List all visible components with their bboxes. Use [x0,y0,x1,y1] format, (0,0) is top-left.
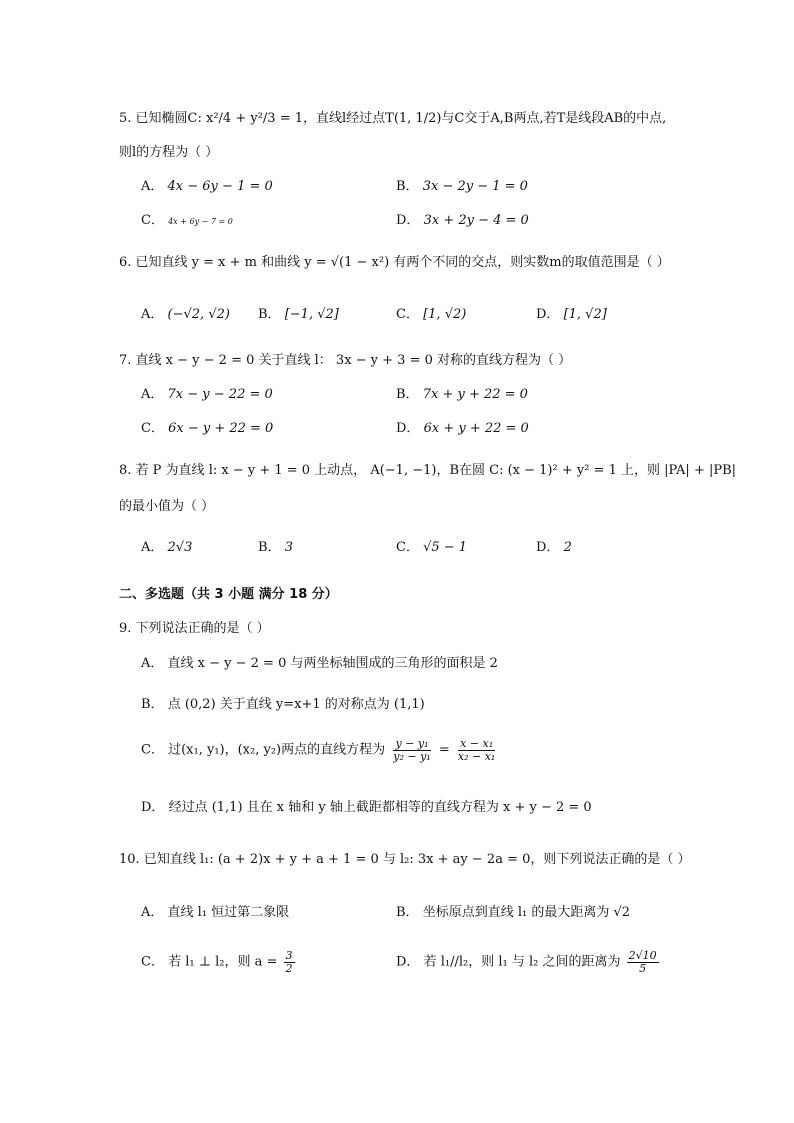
q6-stem [119,256,670,269]
q9-option-b [141,698,425,711]
fraction-denominator: 5 [639,961,647,975]
option-text: 过(x₁, y₁)，(x₂, y₂)两点的直线方程为 [168,742,386,758]
q6-number: 6. [119,255,132,270]
q5-stem-text: 已知椭圆C: x²/4 + y²/3 = 1，直线l经过点T(1, 1/2)与C交于A,B两点,若T是线段AB的中点, [135,111,667,126]
option-text: [−1, √2] [284,307,339,322]
option-text: 4x + 6y − 7 = 0 [168,217,233,226]
option-label: D． [396,954,420,970]
q7-option-a [141,388,273,401]
q10-stem-text: 已知直线 l₁: (a + 2)x + y + a + 1 = 0 与 l₂: 3x + ay − 2a = 0，则下列说法正确的是（ ） [143,852,691,867]
option-text: 6x + y + 22 = 0 [423,421,529,436]
q7-stem [119,354,571,367]
section-title: 二、多选题（共 3 小题 满分 18 分） [119,587,338,602]
option-label: B． [141,697,164,712]
q9-option-d [141,801,592,814]
option-text: 7x + y + 22 = 0 [422,387,528,402]
q10-option-d [396,950,661,974]
q7-option-c [141,422,273,435]
q7-option-d [396,422,529,435]
fraction-denominator: x₂ − x₁ [457,749,496,763]
q8-option-c [396,541,467,554]
q10-option-b [396,906,630,919]
q5-stem-line2: 则l的方程为（ ） [119,145,219,160]
fraction-left [391,738,432,762]
option-text: 3 [284,540,293,555]
option-text: 7x − y − 22 = 0 [167,387,273,402]
q8-stem-text: 若 P 为直线 l: x − y + 1 = 0 上动点， A(−1, −1)，B在圆 C: (x − 1)² + y² = 1 上，则 |PA| + |PB| [135,463,737,478]
q5-option-b [396,180,528,193]
option-label: C． [141,213,164,228]
option-text: 2√3 [167,540,193,555]
q9-option-c [141,738,499,762]
q5-option-c [141,214,233,227]
q5-option-d [396,214,529,227]
q5-option-a [141,180,273,193]
option-label: B． [396,387,419,402]
fraction-numerator: y − y₁ [395,737,429,750]
option-label: A． [141,540,164,555]
option-label: D． [396,213,420,228]
q9-number: 9. [119,621,132,636]
option-label: B． [258,540,281,555]
q5-stem-line1 [119,112,666,125]
option-text: 若 l₁//l₂，则 l₁ 与 l₂ 之间的距离为 [423,954,621,970]
option-label: C． [141,421,164,436]
fraction-numerator: 3 [285,949,293,962]
option-text: 若 l₁ ⊥ l₂，则 a = [168,954,278,970]
option-label: A． [141,905,164,920]
q10-stem [119,853,691,866]
option-text: 直线 x − y − 2 = 0 与两坐标轴围成的三角形的面积是 2 [167,656,498,671]
q7-stem-text: 直线 x − y − 2 = 0 关于直线 l： 3x − y + 3 = 0 对称的直线方程为（ ） [135,353,572,368]
option-label: C． [396,307,419,322]
q6-option-c [396,308,466,321]
fraction-numerator: 2√10 [628,949,657,962]
option-label: A． [141,307,164,322]
option-label: A． [141,179,164,194]
option-text: √5 − 1 [423,540,468,555]
option-label: B． [396,179,419,194]
q6-option-d [536,308,607,321]
option-text: [1, √2) [423,307,467,322]
q8-stem-line1 [119,464,736,477]
option-label: C． [396,540,419,555]
q10-option-a [141,906,289,919]
q9-option-a [141,657,498,670]
option-text: 点 (0,2) 关于直线 y=x+1 的对称点为 (1,1) [167,697,425,712]
option-text: 直线 l₁ 恒过第二象限 [167,905,290,920]
fraction-denominator: 2 [285,961,293,975]
q8-stem-line2: 的最小值为（ ） [119,499,215,514]
option-label: A． [141,387,164,402]
q9-stem-text: 下列说法正确的是（ ） [135,621,270,636]
option-text: 3x + 2y − 4 = 0 [423,213,529,228]
q5-number: 5. [119,111,132,126]
equals-sign: = [438,742,450,758]
option-label: D． [141,800,165,815]
option-label: C． [141,954,164,970]
fraction-right [456,738,497,762]
fraction-denominator: y₂ − y₁ [393,749,431,763]
fraction [284,950,295,974]
option-label: B． [396,905,419,920]
option-text: 3x − 2y − 1 = 0 [422,179,528,194]
q10-option-c [141,950,297,974]
option-text: 坐标原点到直线 l₁ 的最大距离为 √2 [422,905,631,920]
q10-number: 10. [119,852,140,867]
option-text: [1, √2] [563,307,607,322]
q9-stem [119,622,270,635]
q6-option-a [141,308,230,321]
q8-option-d [536,541,572,554]
q8-number: 8. [119,463,132,478]
option-label: D． [536,540,560,555]
option-label: A． [141,656,164,671]
option-label: D． [536,307,560,322]
q8-option-b [258,541,293,554]
q8-option-a [141,541,192,554]
option-label: D． [396,421,420,436]
option-text: 4x − 6y − 1 = 0 [167,179,273,194]
option-text: 6x − y + 22 = 0 [168,421,274,436]
option-text: 2 [563,540,572,555]
option-text: 经过点 (1,1) 且在 x 轴和 y 轴上截距都相等的直线方程为 x + y − 2 = 0 [168,800,592,815]
option-text: (−√2, √2) [167,307,230,322]
q6-stem-text: 已知直线 y = x + m 和曲线 y = √(1 − x²) 有两个不同的交点，则实数m的取值范围是（ ） [135,255,670,270]
q7-number: 7. [119,353,132,368]
q6-option-b [258,308,339,321]
q7-option-b [396,388,528,401]
option-label: C． [141,742,164,758]
fraction [627,950,659,974]
option-label: B． [258,307,281,322]
fraction-numerator: x − x₁ [460,737,494,750]
